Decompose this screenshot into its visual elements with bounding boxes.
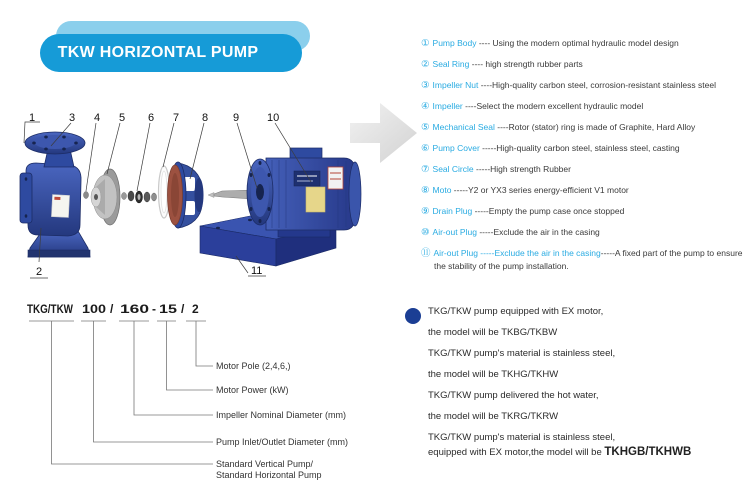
part-description: -----Y2 or YX3 series energy-efficient V1 motor bbox=[451, 185, 629, 195]
part-description: ----Select the modern excellent hydraulic model bbox=[462, 101, 644, 111]
note-line-with-model bbox=[428, 446, 754, 459]
model-separator: - bbox=[152, 302, 156, 316]
connector-impeller bbox=[134, 321, 213, 415]
part-number-badge: ⑪ bbox=[421, 248, 431, 259]
part-number-badge: ⑧ bbox=[421, 185, 430, 196]
note-line-text: equipped with EX motor,the model will be bbox=[428, 447, 605, 458]
connector-inlet bbox=[94, 321, 214, 442]
part-number-badge: ⑤ bbox=[421, 122, 430, 133]
part-description: -----Exclude the air in the casing bbox=[476, 227, 600, 237]
model-variant-notes bbox=[402, 306, 754, 468]
note-line: TKG/TKW pump delivered the hot water, bbox=[428, 390, 599, 401]
pump-body bbox=[20, 132, 90, 257]
pump-nameplate bbox=[51, 195, 69, 218]
part-number-badge: ② bbox=[421, 59, 430, 70]
callout-5: 5 bbox=[119, 112, 126, 124]
note-line: TKG/TKW pump equipped with EX motor, bbox=[428, 306, 604, 317]
note-line: TKG/TKW pump's material is stainless steel, bbox=[428, 348, 616, 359]
exploded-pump-diagram bbox=[8, 85, 428, 295]
part-item-1 bbox=[421, 37, 755, 50]
motor-fan-cover bbox=[349, 162, 361, 226]
label-inlet-diameter: Pump Inlet/Outlet Diameter (mm) bbox=[216, 437, 349, 447]
label-impeller-diameter: Impeller Nominal Diameter (mm) bbox=[216, 410, 347, 420]
callout-8: 8 bbox=[202, 112, 209, 124]
callout-10: 10 bbox=[267, 112, 280, 124]
part-description: -----A fixed part of the pump to ensure the stability of the pump installation. bbox=[434, 248, 743, 271]
impeller-nut bbox=[84, 192, 89, 199]
callout-7: 7 bbox=[173, 112, 180, 124]
part-number-badge: ⑩ bbox=[421, 227, 430, 238]
part-name: Air-out Plug -----Exclude the air in the casing bbox=[433, 248, 601, 258]
part-item-10 bbox=[421, 226, 755, 239]
model-segment-inlet: 100 bbox=[82, 302, 107, 316]
direction-arrow-icon bbox=[350, 103, 417, 163]
part-name: Seal Ring bbox=[432, 59, 470, 69]
callout-9: 9 bbox=[233, 112, 240, 124]
connector-pole bbox=[196, 321, 213, 366]
part-item-6 bbox=[421, 142, 755, 155]
part-number-badge: ⑥ bbox=[421, 143, 430, 154]
part-name: Pump Body bbox=[432, 38, 477, 48]
leader-line-9 bbox=[237, 123, 257, 188]
note-line: the model will be TKBG/TKBW bbox=[428, 327, 558, 338]
motor bbox=[247, 148, 361, 237]
callout-3: 3 bbox=[69, 112, 76, 124]
callout-6: 6 bbox=[148, 112, 155, 124]
part-item-7 bbox=[421, 163, 755, 176]
leader-line-4 bbox=[86, 123, 96, 191]
part-number-badge: ④ bbox=[421, 101, 430, 112]
bold-model-code: TKHGB/TKHWB bbox=[604, 446, 692, 458]
callout-2: 2 bbox=[36, 266, 43, 278]
part-item-8 bbox=[421, 184, 755, 197]
part-name: Drain Plug bbox=[432, 206, 473, 216]
note-line: the model will be TKRG/TKRW bbox=[428, 411, 559, 422]
motor-label-red bbox=[328, 167, 343, 189]
part-name: Seal Circle bbox=[432, 164, 474, 174]
model-separator: / bbox=[181, 302, 185, 316]
model-code-diagram bbox=[18, 292, 358, 492]
part-number-badge: ⑦ bbox=[421, 164, 430, 175]
part-name: Mechanical Seal bbox=[432, 122, 495, 132]
label-standard-pump-2: Standard Horizontal Pump bbox=[216, 470, 322, 480]
impeller bbox=[91, 169, 120, 225]
leader-line-7 bbox=[163, 123, 174, 167]
parts-list bbox=[421, 37, 755, 280]
part-name: Impeller Nut bbox=[432, 80, 479, 90]
callout-4: 4 bbox=[94, 112, 101, 124]
motor-label-dark bbox=[294, 171, 320, 186]
part-number-badge: ③ bbox=[421, 80, 430, 91]
part-name: Pump Cover bbox=[432, 143, 480, 153]
model-segment-series: TKG/TKW bbox=[27, 302, 74, 316]
part-description: -----High-quality carbon steel, stainless steel, casting bbox=[479, 143, 680, 153]
leader-line-5 bbox=[107, 123, 120, 174]
part-description: -----High strength Rubber bbox=[473, 164, 571, 174]
part-description: ---- high strength rubber parts bbox=[469, 59, 583, 69]
part-description: -----Empty the pump case once stopped bbox=[472, 206, 625, 216]
part-name: Impeller bbox=[432, 101, 463, 111]
callout-1: 1 bbox=[29, 112, 36, 124]
part-item-4 bbox=[421, 100, 755, 113]
mechanical-seal-parts bbox=[122, 191, 157, 203]
part-item-2 bbox=[421, 58, 755, 71]
note-line: the model will be TKHG/TKHW bbox=[428, 369, 559, 380]
part-description: ----Rotor (stator) ring is made of Graphite, Hard Alloy bbox=[494, 122, 696, 132]
model-segment-power: 15 bbox=[159, 302, 178, 316]
part-item-5 bbox=[421, 121, 755, 134]
connector-power bbox=[167, 321, 214, 390]
part-description: ----High-quality carbon steel, corrosion-resistant stainless steel bbox=[478, 80, 716, 90]
model-segment-pole: 2 bbox=[192, 302, 199, 316]
motor-label-yellow bbox=[306, 187, 325, 212]
part-description: ---- Using the modern optimal hydraulic model design bbox=[476, 38, 679, 48]
part-number-badge: ① bbox=[421, 38, 430, 49]
part-item-9 bbox=[421, 205, 755, 218]
part-name: Air-out Plug bbox=[432, 227, 477, 237]
part-item-11 bbox=[421, 247, 755, 272]
title-banner bbox=[40, 34, 302, 72]
leader-line-6 bbox=[137, 123, 150, 191]
model-separator: / bbox=[110, 302, 114, 316]
label-motor-power: Motor Power (kW) bbox=[216, 385, 289, 395]
callout-11: 11 bbox=[251, 265, 263, 277]
leader-line-8 bbox=[190, 123, 204, 179]
label-motor-pole: Motor Pole (2,4,6,) bbox=[216, 361, 291, 371]
part-number-badge: ⑨ bbox=[421, 206, 430, 217]
connector-series bbox=[52, 321, 214, 464]
pump-cover bbox=[168, 162, 204, 228]
page-title: TKW HORIZONTAL PUMP bbox=[57, 44, 259, 61]
part-item-3 bbox=[421, 79, 755, 92]
note-line: TKG/TKW pump's material is stainless steel, bbox=[428, 432, 616, 443]
label-standard-pump-1: Standard Vertical Pump/ bbox=[216, 459, 314, 469]
model-segment-impeller: 160 bbox=[120, 302, 150, 316]
part-name: Moto bbox=[432, 185, 452, 195]
